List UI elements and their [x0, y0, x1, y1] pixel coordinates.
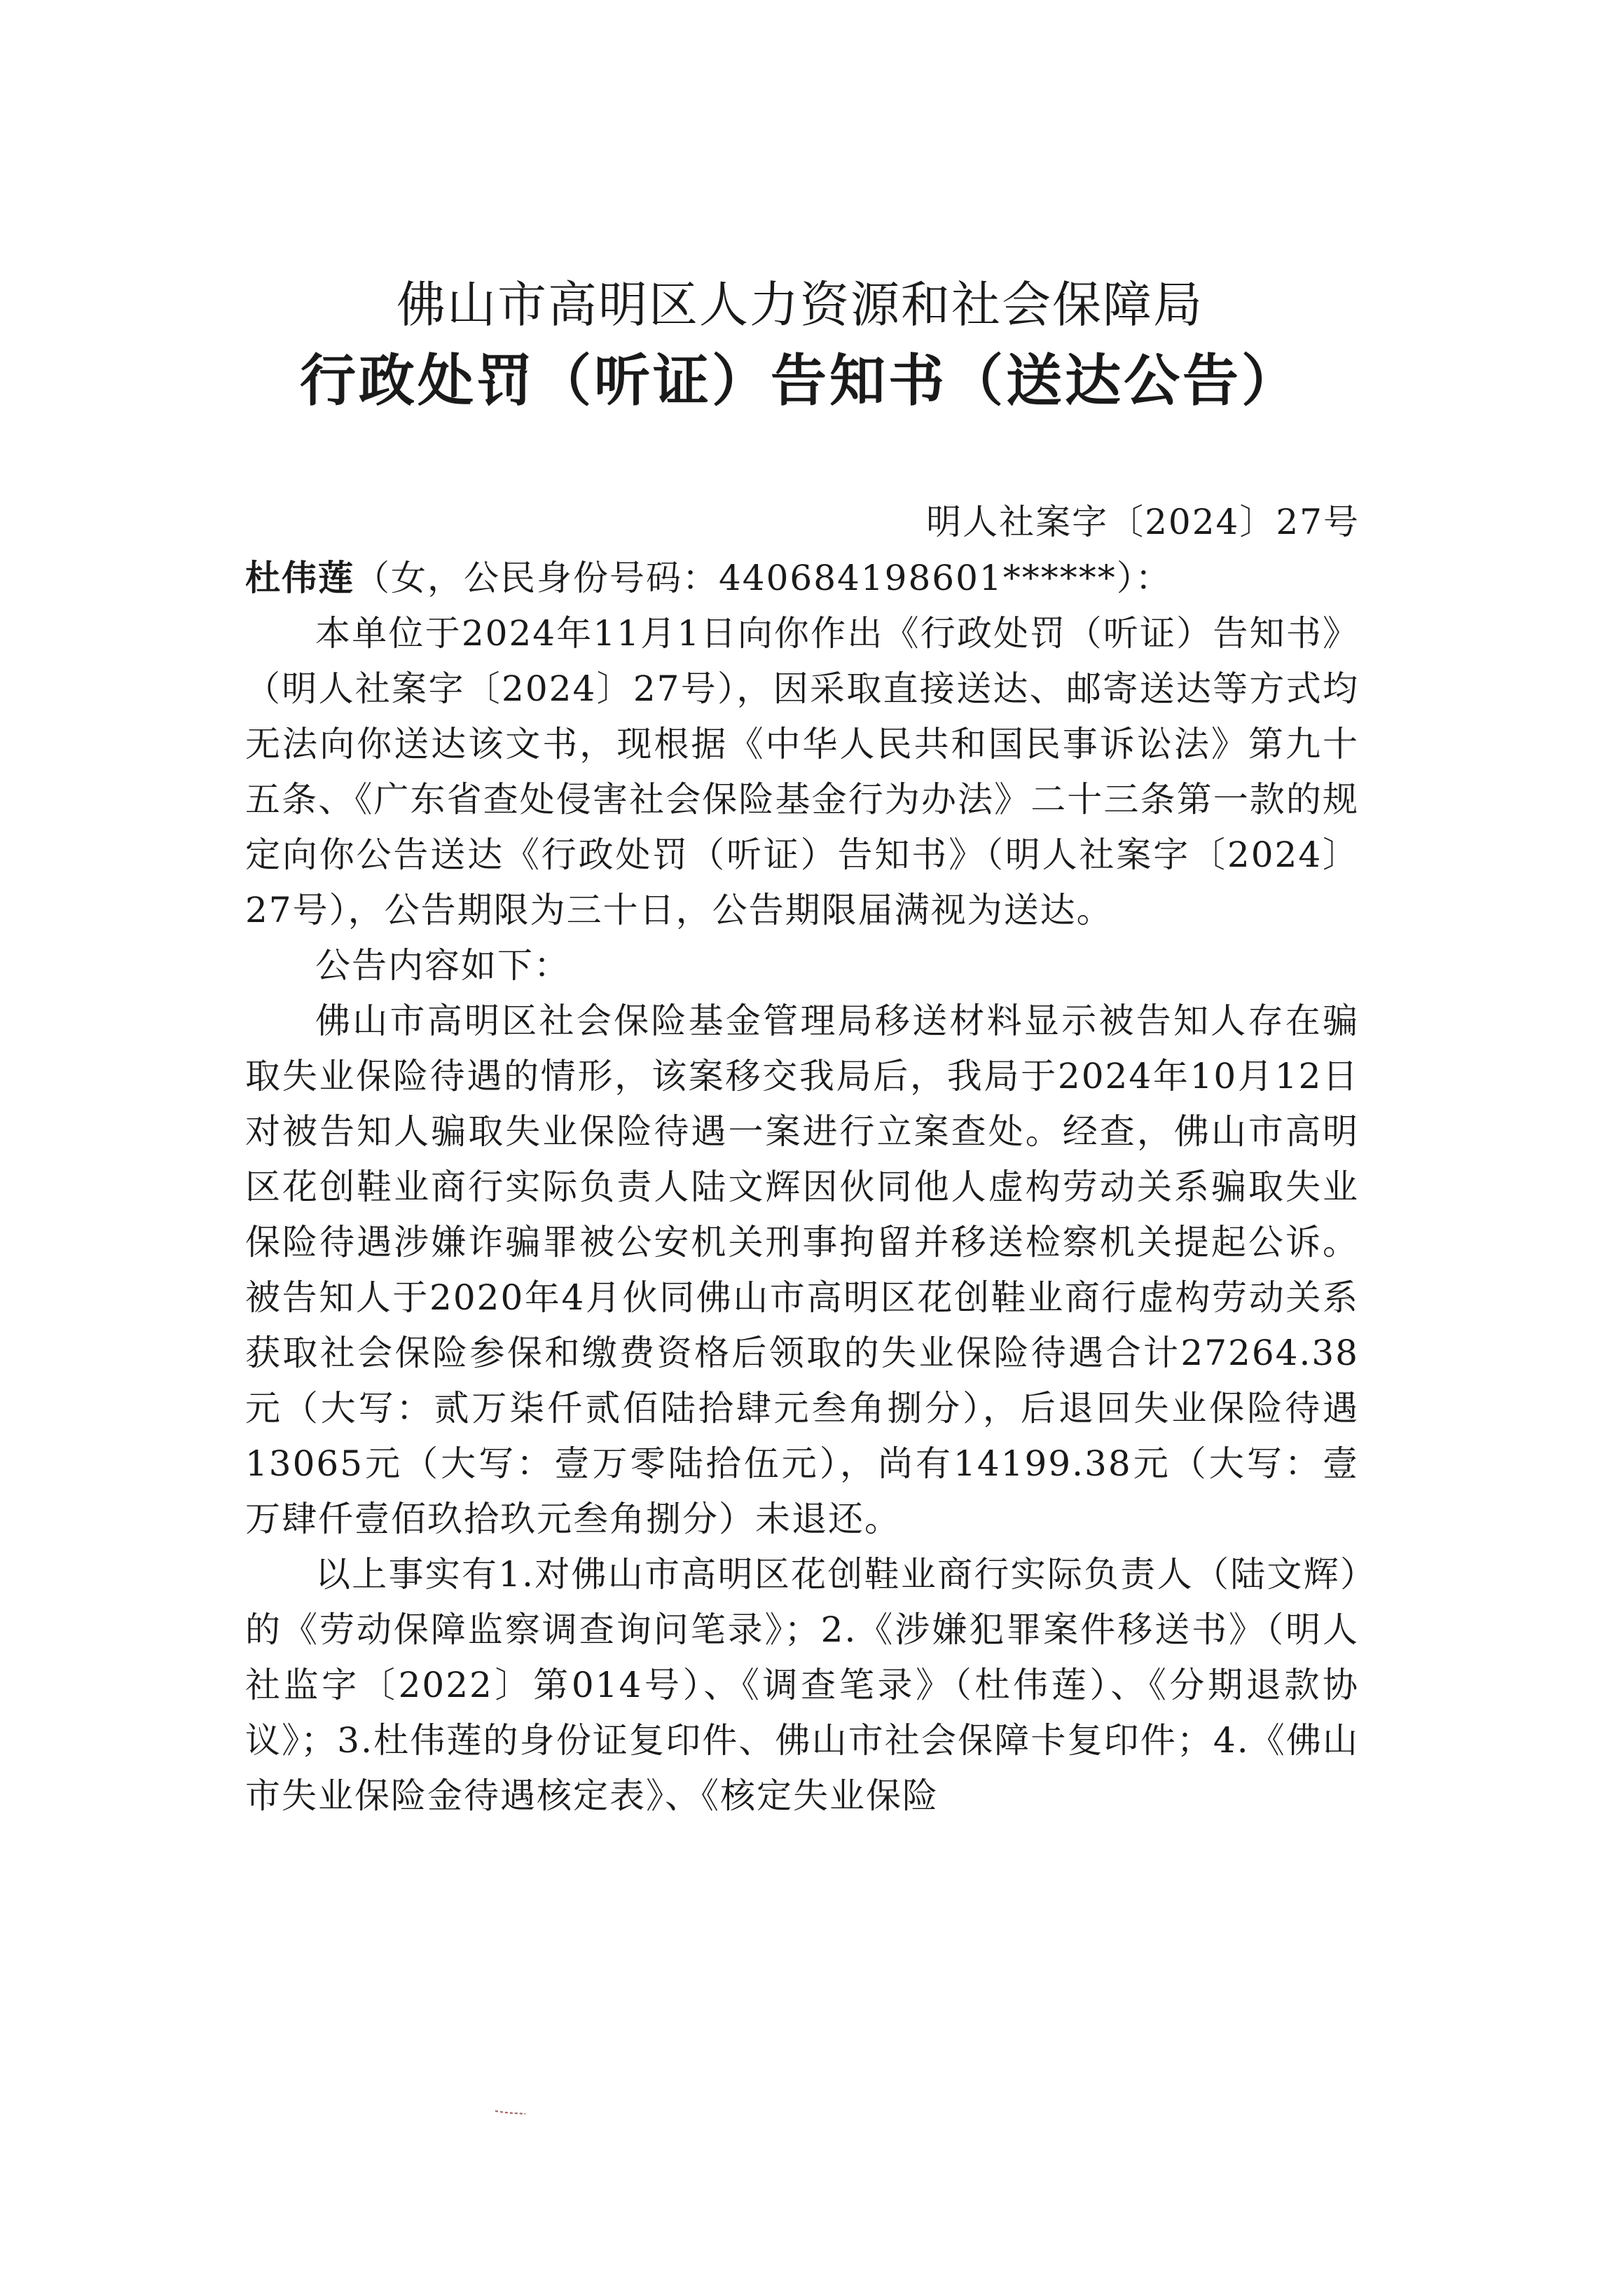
scan-mark-stroke — [495, 2111, 525, 2114]
addressee-name: 杜伟莲 — [245, 557, 354, 598]
paragraph-evidence: 以上事实有1.对佛山市高明区花创鞋业商行实际负责人（陆文辉）的《劳动保障监察调查询问笔录》；2.《涉嫌犯罪案件移送书》（明人社监字〔2022〕第014号）、《调查笔录》（杜伟莲）、《分期退款协议》；3.杜伟莲的身份证复印件、佛山市社会保障卡复印件；4.《佛山市失业保险金待遇核定表》、《核定失业保险 — [245, 1554, 1359, 1816]
paragraph-content-intro: 公告内容如下： — [315, 945, 570, 986]
issuing-organization: 佛山市高明区人力资源和社会保障局 — [396, 276, 1204, 334]
document-title: 行政处罚（听证）告知书（送达公告） — [300, 348, 1300, 413]
paragraph-service-notice: 本单位于2024年11月1日向你作出《行政处罚（听证）告知书》（明人社案字〔2024〕27号），因采取直接送达、邮寄送达等方式均无法向你送达该文书，现根据《中华人民共和国民事诉讼法》第九十五条、《广东省查处侵害社会保险基金行为办法》二十三条第一款的规定向你公告送达《行政处罚（听证）告知书》（明人社案字〔2024〕27号），公告期限为三十日，公告期限届满视为送达。 — [245, 613, 1359, 930]
document-body — [245, 550, 1359, 1824]
scan-mark — [495, 2110, 527, 2115]
addressee-details: （女，公民身份号码：440684198601******）： — [354, 558, 1172, 598]
case-number: 明人社案字〔2024〕27号 — [926, 502, 1360, 542]
paragraph-case-facts: 佛山市高明区社会保险基金管理局移送材料显示被告知人存在骗取失业保险待遇的情形，该案移交我局后，我局于2024年10月12日对被告知人骗取失业保险待遇一案进行立案查处。经查，佛山市高明区花创鞋业商行实际负责人陆文辉因伙同他人虚构劳动关系骗取失业保险待遇涉嫌诈骗罪被公安机关刑事拘留并移送检察机关提起公诉。被告知人于2020年4月伙同佛山市高明区花创鞋业商行虚构劳动关系获取社会保险参保和缴费资格后领取的失业保险待遇合计27264.38元（大写：贰万柒仟贰佰陆拾肆元叁角捌分），后退回失业保险待遇13065元（大写：壹万零陆拾伍元），尚有14199.38元（大写：壹万肆仟壹佰玖拾玖元叁角捌分）未退还。 — [245, 1001, 1359, 1539]
addressee-line — [245, 550, 1359, 606]
